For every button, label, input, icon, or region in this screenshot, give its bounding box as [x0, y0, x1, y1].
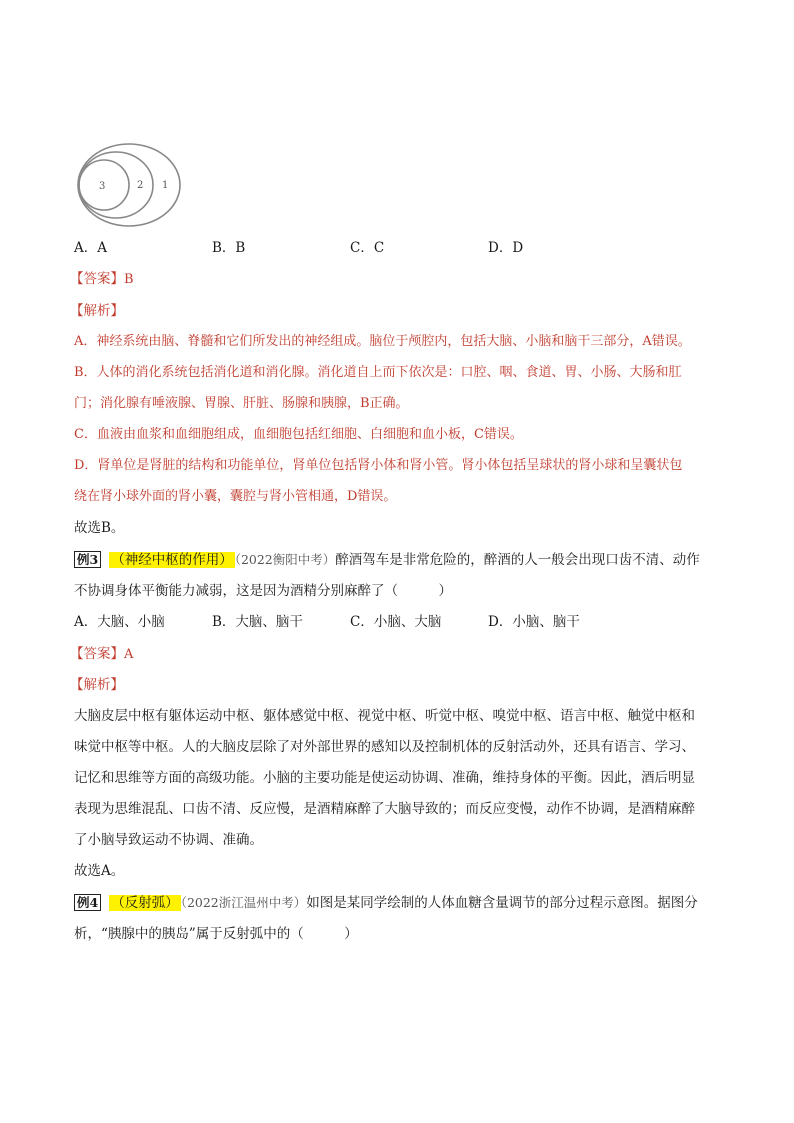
q3-source: （2022衡阳中考） — [234, 552, 336, 567]
q3-option-a: A．大脑、小脑 — [74, 614, 165, 630]
q2-analysis-line-2: B．人体的消化系统包括消化道和消化腺。消化道自上而下依次是：口腔、咽、食道、胃、小肠、大肠和肛 — [74, 365, 682, 380]
nested-circles-figure — [74, 140, 186, 232]
q3-answer — [70, 644, 133, 665]
figure-label-1: 1 — [162, 180, 169, 191]
q3-option-b: B．大脑、脑干 — [212, 614, 303, 630]
q3-options — [74, 612, 580, 632]
q3-stem-line-1 — [74, 550, 700, 570]
q3-option-c: C．小脑、大脑 — [350, 614, 442, 630]
q4-stem-line-2: 析，“胰腺中的胰岛”属于反射弧中的（ ） — [74, 926, 358, 942]
q3-analysis-line-1: 大脑皮层中枢有躯体运动中枢、躯体感觉中枢、视觉中枢、听觉中枢、嗅觉中枢、语言中枢、触觉中枢和 — [74, 708, 695, 724]
q3-label: 例3 — [74, 551, 101, 568]
figure-label-2: 2 — [137, 180, 144, 191]
q4-label: 例4 — [74, 894, 101, 911]
q3-topic: （神经中枢的作用） — [111, 552, 233, 568]
answer-label: 【答案】 — [70, 646, 124, 662]
q3-option-d: D．小脑、脑干 — [488, 614, 580, 630]
q2-analysis-line-5: D．肾单位是肾脏的结构和功能单位，肾单位包括肾小体和肾小管。肾小体包括呈球状的肾小球和呈囊状包 — [74, 458, 683, 473]
q2-conclusion: 故选B。 — [74, 520, 125, 536]
q3-analysis-line-3: 记忆和思维等方面的高级功能。小脑的主要功能是使运动协调、准确，维持身体的平衡。因此，酒后明显 — [74, 770, 695, 786]
q2-analysis-line-1: A．神经系统由脑、脊髓和它们所发出的神经组成。脑位于颅腔内，包括大脑、小脑和脑干三部分，A错误。 — [74, 334, 691, 349]
q3-stem-text-1: 醉酒驾车是非常危险的，醉酒的人一般会出现口齿不清、动作 — [335, 552, 700, 568]
q2-analysis-label: 【解析】 — [70, 303, 124, 319]
q2-analysis-line-6: 绕在肾小球外面的肾小囊，囊腔与肾小管相通，D错误。 — [74, 489, 397, 504]
answer-value: A — [124, 647, 134, 662]
q3-analysis-line-4: 表现为思维混乱、口齿不清、反应慢，是酒精麻醉了大脑导致的；而反应变慢，动作不协调，是酒精麻醉 — [74, 801, 695, 817]
q2-option-c: C．C — [350, 240, 385, 256]
q2-option-a: A．A — [74, 240, 107, 256]
q2-options — [74, 238, 523, 258]
q4-stem-line-1 — [74, 893, 698, 913]
q3-analysis-line-2: 味觉中枢等中枢。人的大脑皮层除了对外部世界的感知以及控制机体的反射活动外，还具有语言、学习、 — [74, 739, 695, 755]
q2-option-b: B．B — [212, 240, 246, 256]
q3-analysis-label: 【解析】 — [70, 677, 124, 693]
q4-stem-text-1: 如图是某同学绘制的人体血糖含量调节的部分过程示意图。据图分 — [306, 895, 698, 911]
q3-conclusion: 故选A。 — [74, 863, 125, 879]
q4-source: （2022浙江温州中考） — [180, 895, 307, 910]
q4-topic: （反射弧） — [111, 895, 179, 911]
q3-analysis-line-5: 了小脑导致运动不协调、准确。 — [74, 832, 263, 848]
q2-option-d: D．D — [488, 240, 524, 256]
answer-label: 【答案】 — [70, 271, 124, 287]
q2-analysis-line-3: 门；消化腺有唾液腺、胃腺、肝脏、肠腺和胰腺，B正确。 — [74, 396, 409, 411]
answer-value: B — [124, 272, 134, 287]
q2-answer — [70, 269, 134, 290]
figure-label-3: 3 — [99, 181, 106, 192]
q3-stem-line-2: 不协调身体平衡能力减弱，这是因为酒精分别麻醉了（ ） — [74, 583, 452, 599]
q2-analysis-line-4: C．血液由血浆和血细胞组成，血细胞包括红细胞、白细胞和血小板，C错误。 — [74, 427, 523, 442]
